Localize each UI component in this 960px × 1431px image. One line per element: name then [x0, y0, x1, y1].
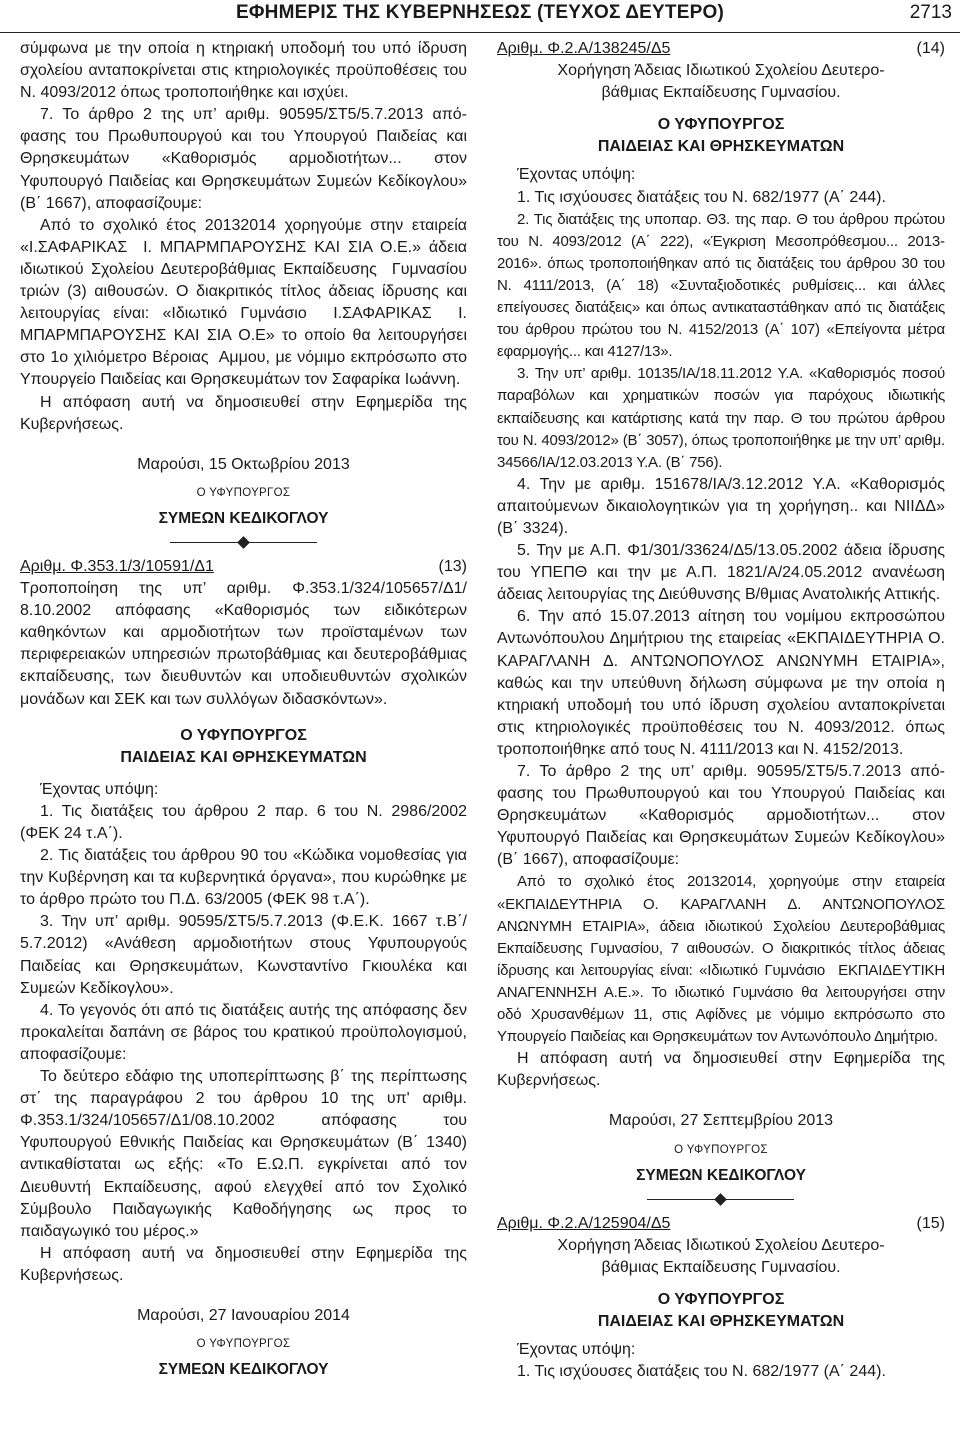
- decision-number-row: [497, 38, 945, 60]
- section-separator: [20, 532, 467, 554]
- decision-number: Αριθμ. Φ.2.Α/125904/Δ5: [497, 1214, 671, 1232]
- paragraph: σύμφωνα με την οποία η κτηριακή υποδομή του υπό ίδρυση σχολείου ανταποκρίνεται στις κτηριολογικές προϋποθέσεις του Ν. 4093/2012 όπως τροποποιήθηκε και ισχύει.: [20, 40, 467, 102]
- paragraph: Η απόφαση αυτή να δημοσιευθεί στην Εφημερίδα της Κυβερνήσεως.: [20, 393, 467, 433]
- list-item: 5. Την με Α.Π. Φ1/301/33624/Δ5/13.05.2002 άδεια ίδρυσης του ΥΠΕΠΘ και την με Α.Π. 1821/Α/24.05.2012 ανανέωση άδειας λειτουργίας της Διεύθυνσης Β/θμιας Ανατολικής Αττικής.: [497, 542, 945, 604]
- page-number: 2713: [909, 2, 952, 23]
- list-item: 1. Τις ισχύουσες διατάξεις του Ν. 682/1977 (Α΄ 244).: [517, 1363, 886, 1381]
- list-item: 1. Τις διατάξεις του άρθρου 2 παρ. 6 του Ν. 2986/2002 (ΦΕΚ 24 τ.Α΄).: [20, 802, 467, 842]
- right-column: [497, 38, 945, 1383]
- signing-date: Μαρούσι, 27 Ιανουαρίου 2014: [137, 1306, 350, 1324]
- list-item: 4. Την με αριθμ. 151678/ΙΑ/3.12.2012 Υ.Α. «Καθορισμός απαιτούμενων δικαιολογητικών για τη χορήγηση.. και ΝΙΙΔΔ» (Β΄ 3324).: [497, 475, 945, 537]
- list-item: 6. Την από 15.07.2013 αίτηση του νομίμου εκπροσώπου Αντωνόπουλου Δημήτριου της εταιρείας «ΕΚΠΑΙΔΕΥΤΗΡΙΑ Ο. ΚΑΡΑΓΛΑΝΗ Δ. ΑΝΤΩΝΟΠΟΥΛΟΣ ΑΝΩΝΥΜΗ ΕΤΑΙΡΙΑ», καθώς και την υπεύθυνη δήλωση σύμφωνα με την οποία η κτηριακή υποδομή του υπό ίδρυση σχολείου ανταποκρίνεται στις κτηριολογικές προϋποθέσεις του Ν. 4093/2012. όπως τροποποιήθηκε από τους Ν. 4111/2013 και Ν. 4152/2013.: [497, 608, 945, 758]
- signatory-role: Ο ΥΦΥΠΟΥΡΓΟΣ: [674, 1143, 768, 1156]
- decision-subject: Χορήγηση Άδειας Ιδιωτικού Σχολείου Δευτεροβάθμιας Εκπαίδευσης Γυμνασίου.: [557, 1236, 885, 1276]
- list-item: 4. Το γεγονός ότι από τις διατάξεις αυτής της απόφασης δεν προκαλείται δαπάνη σε βάρος του κρατικού προϋπολογισμού, αποφασίζουμε:: [20, 1001, 467, 1063]
- paragraph: Από το σχολικό έτος 20132014 χορηγούμε στην εταιρεία «Ι.ΣΑΦΑΡΙΚΑΣ Ι. ΜΠΑΡΜΠΑΡΟΥΣΗΣ ΚΑΙ ΣΙΑ Ο.Ε.» άδεια ιδιωτικού Σχολείου Δευτεροβάθμιας Εκπαίδευσης Γυμνασίου τριών (3) αιθουσών. Ο διακριτικός τίτλος άδειας ίδρυσης και λειτουργίας είναι: «Ιδιωτικό Γυμνάσιο Ι.ΣΑΦΑΡΙΚΑΣ Ι. ΜΠΑΡΜΠΑΡΟΥΣΗΣ ΚΑΙ ΣΙΑ Ο.Ε» το οποίο θα λειτουργήσει στο 1ο χιλιόμετρο Βέροιας Αμμου, με νόμιμο εκπρόσωπο στο Υπουργείο Παιδείας και Θρησκευμάτων τον Σαφαρίκα Ιωάννη.: [20, 216, 467, 389]
- page-header: [0, 0, 960, 33]
- having-regard: Έχοντας υπόψη:: [517, 1341, 636, 1359]
- decision-number: Αριθμ. Φ.353.1/3/10591/Δ1: [20, 557, 214, 575]
- decision-number-row: [497, 1213, 945, 1235]
- paragraph: Από το σχολικό έτος 20132014, χορηγούμε στην εταιρεία «ΕΚΠΑΙΔΕΥΤΗΡΙΑ Ο. ΚΑΡΑΓΛΑΝΗ Δ. ΑΝΤΩΝΟΠΟΥΛΟΣ ΑΝΩΝΥΜΗ ΕΤΑΙΡΙΑ», άδεια ιδιωτικού Σχολείου Δευτεροβάθμιας Εκπαίδευσης Γυμνασίου, 7 αιθουσών. Ο διακριτικός τίτλος άδειας ίδρυσης και λειτουργίας είναι: «Ιδιωτικό Γυμνάσιο ΕΚΠΑΙΔΕΥΤΙΚΗ ΑΝΑΓΕΝΝΗΣΗ Α.Ε.». Το ιδιωτικό Γυμνάσιο θα λειτουργήσει στην οδό Χρυσανθέμων 11, στις Αφίδνες με νόμιμο εκπρόσωπο στο Υπουργείο Παιδείας και Θρησκευμάτων τον Αντωνόπουλο Δημήτριο.: [497, 873, 945, 1046]
- decision-subject: Τροποποίηση της υπ’ αριθμ. Φ.353.1/324/105657/Δ1/ 8.10.2002 απόφασης «Καθορισμός των ειδικότερων καθηκόντων και αρμοδιοτήτων των προϊσταμένων των περιφερειακών υπηρεσιών πρωτοβάθμιας και δευτεροβάθμιας εκπαίδευσης, των διευθυντών και υποδιευθυντών σχολικών μονάδων και ΣΕΚ και των συλλόγων διδασκόντων».: [20, 580, 467, 708]
- left-column: [20, 38, 467, 1381]
- list-item: 2. Τις διατάξεις της υποπαρ. Θ3. της παρ. Θ του άρθρου πρώτου του Ν. 4093/2012 (Α΄ 222), «Έγκριση Μεσοπρόθεσμου... 20132016». όπως τροποποιήθηκαν από τις διατάξεις του άρθρου 30 του Ν. 4111/2013, (Α΄ 18) «Συνταξιοδοτικές ρυθμίσεις... και άλλες επείγουσες διατάξεις» και όπως αντικαταστάθηκαν από τις διατάξεις του άρθρου πρώτου του Ν. 4152/2013 (Α΄ 107) «Επείγοντα μέτρα εφαρμογής... και 4127/13».: [497, 210, 945, 361]
- list-item: 3. Την υπ’ αριθμ. 10135/ΙΑ/18.11.2012 Υ.Α. «Καθορισμός ποσού παραβόλων και χρηματικών ποσών για παρόχους ιδιωτικής εκπαίδευσης και κατάρτισης κατά την παρ. Θ του πρώτου άρθρου του Ν. 4093/2012» (Β΄ 3057), όπως τροποποιήθηκε με την υπ’ αριθμ. 34566/ΙΑ/12.03.2013 Υ.Α. (Β΄ 756).: [497, 365, 945, 471]
- signatory-role: Ο ΥΦΥΠΟΥΡΓΟΣ: [196, 486, 291, 499]
- list-item: 7. Το άρθρο 2 της υπ’ αριθμ. 90595/ΣΤ5/5.7.2013 απόφασης του Πρωθυπουργού και του Υπουργού Παιδείας και Θρησκευμάτων «Καθορισμός αρμοδιοτήτων... στον Υφυπουργό Παιδείας και Θρησκευμάτων Συμεών Κεδίκογλου» (Β΄ 1667), αποφασίζουμε:: [497, 763, 945, 869]
- list-item: 1. Τις ισχύουσες διατάξεις του Ν. 682/1977 (Α΄ 244).: [517, 188, 886, 206]
- issuer-title: Ο ΥΦΥΠΟΥΡΓΟΣ: [657, 1290, 785, 1308]
- decision-number: Αριθμ. Φ.2.Α/138245/Δ5: [497, 40, 671, 57]
- having-regard: Έχοντας υπόψη:: [40, 780, 159, 798]
- paragraph: Η απόφαση αυτή να δημοσιευθεί στην Εφημερίδα της Κυβερνήσεως.: [497, 1050, 945, 1090]
- paragraph: Το δεύτερο εδάφιο της υποπερίπτωσης β΄ της περίπτωσης στ΄ της παραγράφου 2 του άρθρου 10 της υπ' αριθμ. Φ.353.1/324/105657/Δ1/08.10.2002 απόφασης του Υφυπουργού Εθνικής Παιδείας και Θρησκευμάτων (Β΄ 1340) αντικαθίσταται ως εξής: «Το Ε.Ω.Π. εγκρίνεται από τον Διευθυντή Εκπαίδευσης, αφού ελεγχθεί από τον Σχολικό Σύμβουλο Παιδαγωγικής Καθοδήγησης ως προς το παιδαγωγικό του μέρος.»: [20, 1068, 467, 1240]
- signatory-name: ΣΥΜΕΩΝ ΚΕΔΙΚΟΓΛΟΥ: [636, 1166, 806, 1184]
- signing-date: Μαρούσι, 27 Σεπτεμβρίου 2013: [608, 1112, 834, 1130]
- decision-index: (14): [916, 40, 945, 57]
- signatory-name: ΣΥΜΕΩΝ ΚΕΔΙΚΟΓΛΟΥ: [158, 509, 329, 527]
- signatory-name: ΣΥΜΕΩΝ ΚΕΔΙΚΟΓΛΟΥ: [158, 1361, 329, 1379]
- decision-number-row: [20, 556, 467, 578]
- decision-subject: Χορήγηση Άδειας Ιδιωτικού Σχολείου Δευτεροβάθμιας Εκπαίδευσης Γυμνασίου.: [557, 62, 885, 102]
- list-item: 2. Τις διατάξεις του άρθρου 90 του «Κώδικα νομοθεσίας για την Κυβέρνηση και τα κυβερνητικά όργανα», που κυρώθηκε με το άρθρο πρώτο του Π.Δ. 63/2005 (ΦΕΚ 98 τ.Α΄).: [20, 847, 467, 909]
- decision-index: (13): [438, 557, 467, 575]
- decision-index: (15): [916, 1214, 945, 1232]
- issuer-title: Ο ΥΦΥΠΟΥΡΓΟΣ: [657, 116, 785, 134]
- list-item: 3. Την υπ’ αριθμ. 90595/ΣΤ5/5.7.2013 (Φ.Ε.Κ. 1667 τ.Β΄/ 5.7.2012) «Ανάθεση αρμοδιοτήτων στους Υφυπουργούς Παιδείας και Θρησκευμάτων, Κωνσταντίνο Γκιουλέκα και Συμεών Κεδίκογλου».: [20, 913, 467, 997]
- section-separator: [497, 1189, 945, 1211]
- issuer-ministry: ΠΑΙΔΕΙΑΣ ΚΑΙ ΘΡΗΣΚΕΥΜΑΤΩΝ: [597, 1313, 845, 1331]
- issuer-ministry: ΠΑΙΔΕΙΑΣ ΚΑΙ ΘΡΗΣΚΕΥΜΑΤΩΝ: [597, 138, 845, 156]
- issuer-ministry: ΠΑΙΔΕΙΑΣ ΚΑΙ ΘΡΗΣΚΕΥΜΑΤΩΝ: [120, 748, 367, 766]
- having-regard: Έχοντας υπόψη:: [517, 166, 636, 184]
- signatory-role: Ο ΥΦΥΠΟΥΡΓΟΣ: [196, 1338, 291, 1351]
- paragraph: 7. Το άρθρο 2 της υπ’ αριθμ. 90595/ΣΤ5/5.7.2013 απόφασης του Πρωθυπουργού και του Υπουργού Παιδείας και Θρησκευμάτων «Καθορισμός αρμοδιοτήτων... στον Υφυπουργό Παιδείας και Θρησκευμάτων Συμεών Κεδίκογλου» (Β΄ 1667), αποφασίζουμε:: [20, 106, 467, 212]
- paragraph: Η απόφαση αυτή να δημοσιευθεί στην Εφημερίδα της Κυβερνήσεως.: [20, 1244, 467, 1284]
- gazette-title: ΕΦΗΜΕΡΙΣ ΤΗΣ ΚΥΒΕΡΝΗΣΕΩΣ (ΤΕΥΧΟΣ ΔΕΥΤΕΡΟ): [236, 2, 724, 23]
- issuer-title: Ο ΥΦΥΠΟΥΡΓΟΣ: [180, 726, 307, 744]
- signing-date: Μαρούσι, 15 Οκτωβρίου 2013: [137, 455, 350, 473]
